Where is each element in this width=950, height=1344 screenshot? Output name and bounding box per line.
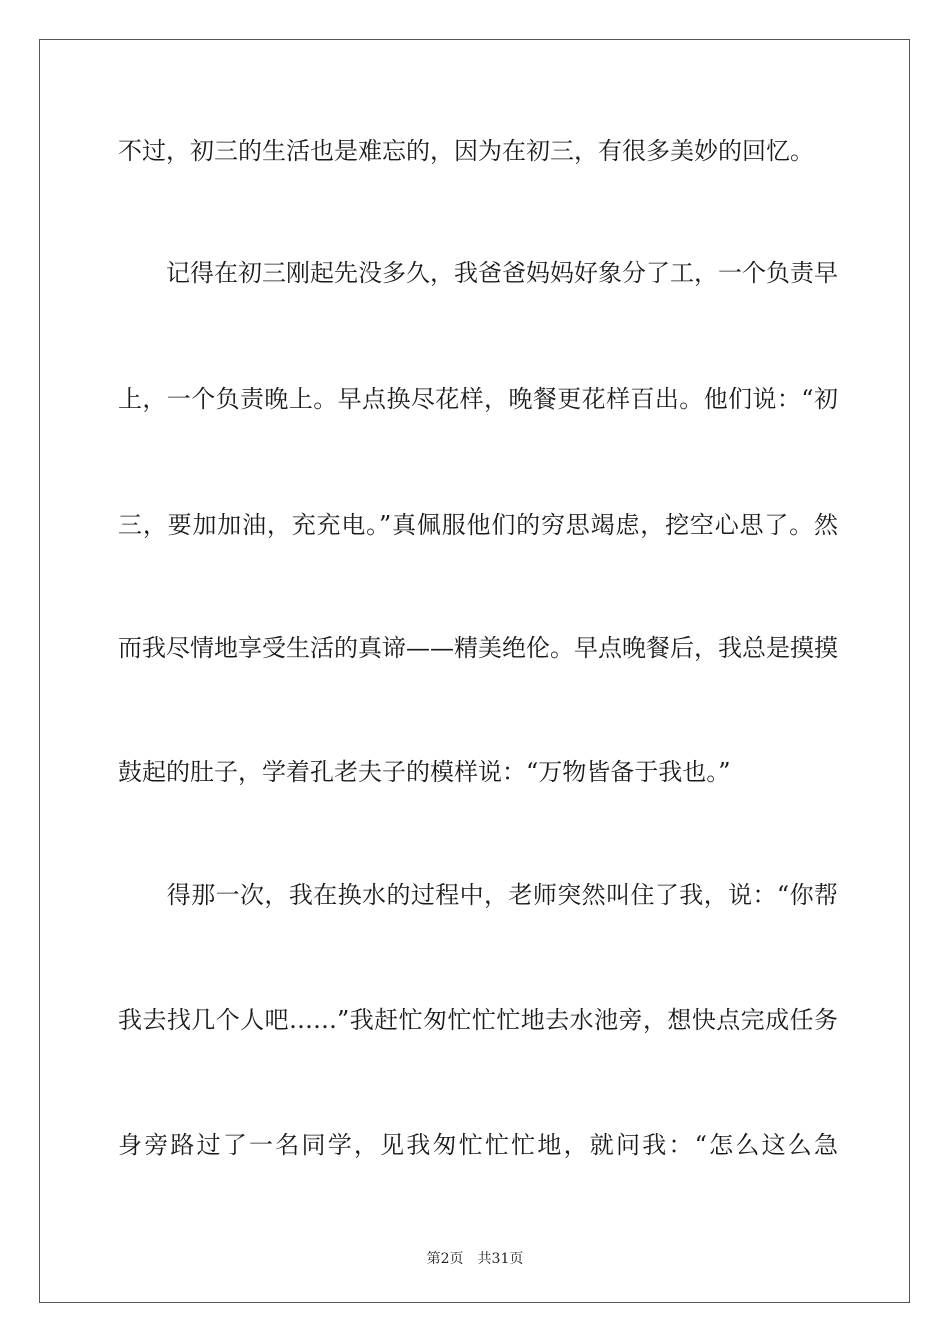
page-border bbox=[39, 39, 910, 1303]
text-line-8: 我去找几个人吧……”我赶忙匆忙忙忙地去水池旁，想快点完成任务 bbox=[118, 1006, 838, 1034]
page-number-footer: 第2页 共31页 bbox=[426, 1251, 524, 1267]
text-line-1: 不过，初三的生活也是难忘的，因为在初三，有很多美妙的回忆。 bbox=[118, 137, 814, 165]
text-line-2: 记得在初三刚起先没多久，我爸爸妈妈好象分了工，一个负责早 bbox=[118, 259, 838, 287]
text-line-7: 得那一次，我在换水的过程中，老师突然叫住了我，说：“你帮 bbox=[118, 881, 838, 909]
text-line-5: 而我尽情地享受生活的真谛——精美绝伦。早点晚餐后，我总是摸摸 bbox=[118, 634, 838, 662]
text-line-3: 上，一个负责晚上。早点换尽花样，晚餐更花样百出。他们说：“初 bbox=[118, 385, 838, 413]
text-line-6: 鼓起的肚子，学着孔老夫子的模样说：“万物皆备于我也。” bbox=[118, 758, 731, 786]
text-line-9: 身旁路过了一名同学，见我匆忙忙忙地，就问我：“怎么这么急 bbox=[118, 1131, 838, 1159]
text-line-4: 三，要加加油，充充电。”真佩服他们的穷思竭虑，挖空心思了。然 bbox=[118, 511, 838, 539]
